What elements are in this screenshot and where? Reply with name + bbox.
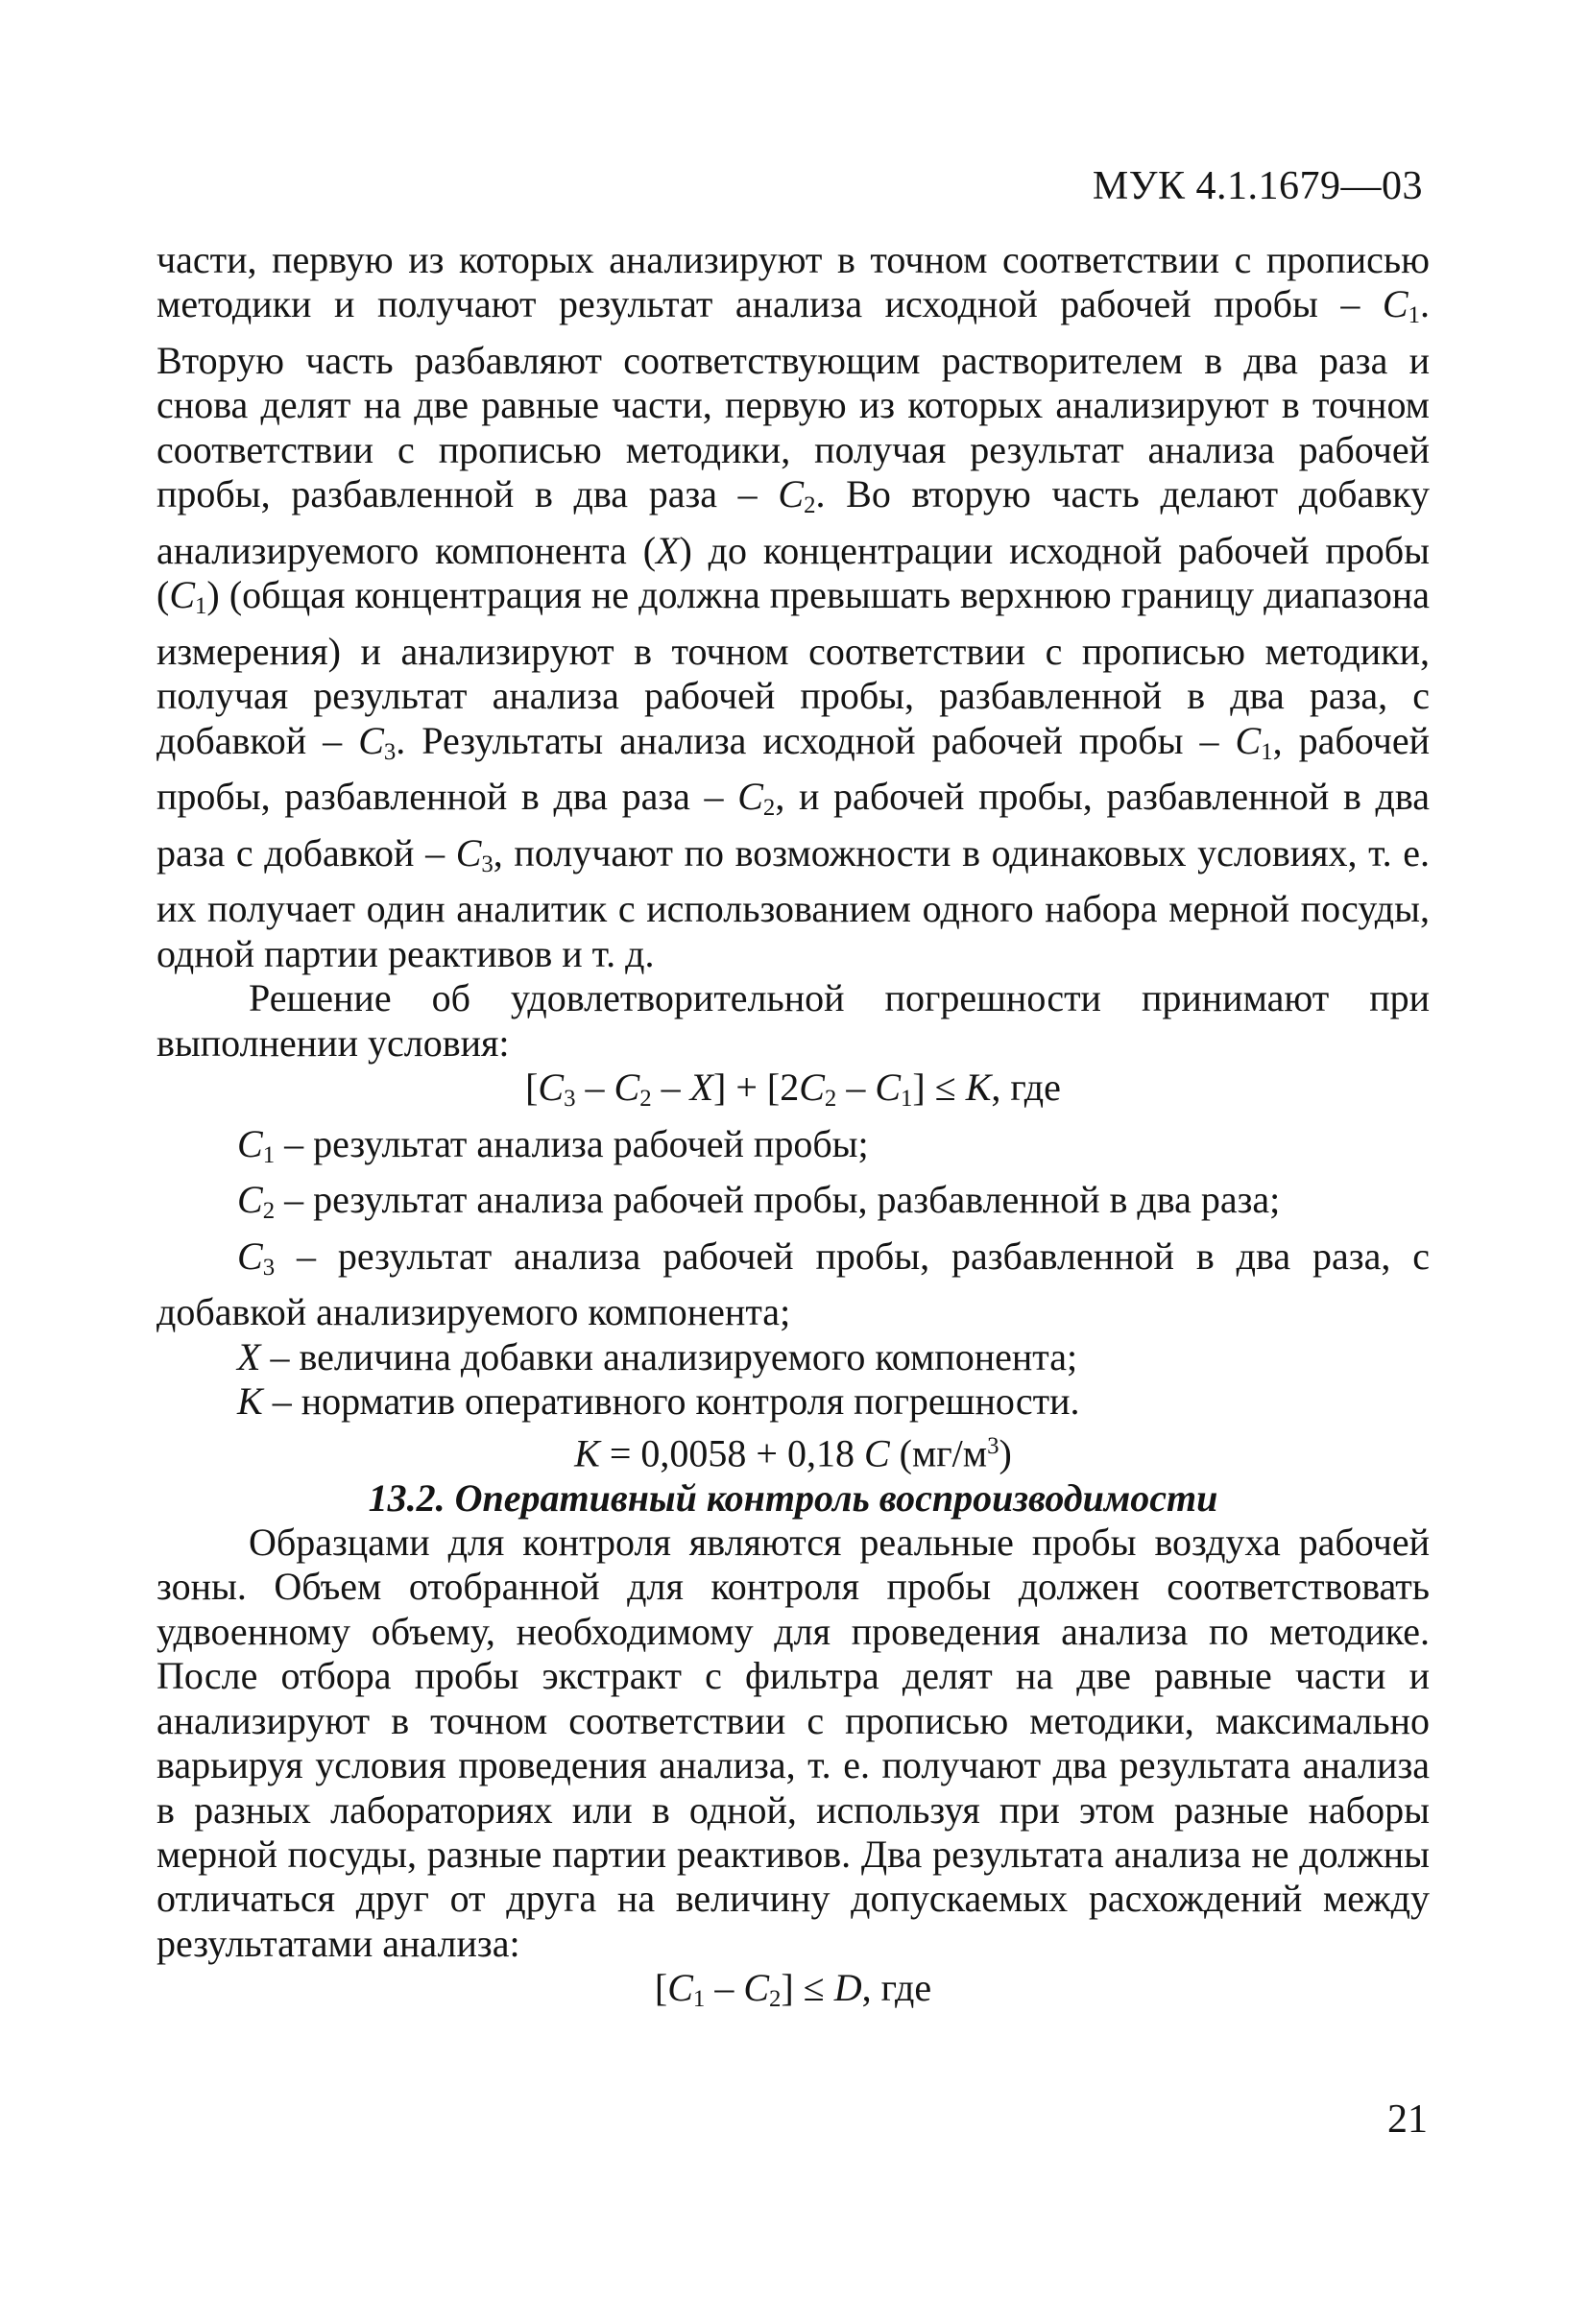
symbol-x: X: [237, 1334, 261, 1378]
symbol-c: C: [778, 472, 805, 516]
subscript: 1: [195, 593, 207, 620]
text-run: , где: [991, 1066, 1061, 1110]
formula-text: = 0,0058 + 0,18: [599, 1431, 864, 1475]
subscript: 1: [1408, 302, 1420, 329]
operator: ] ≤: [912, 1066, 966, 1110]
symbol-k: K: [965, 1066, 992, 1110]
formula-discrepancy: [156, 1966, 1430, 2023]
text-run: . Во вторую часть делают добавку анализируемого компонента (: [156, 472, 1430, 572]
subscript: 3: [383, 738, 397, 765]
symbol-c: C: [237, 1178, 263, 1222]
page-body: [156, 238, 1430, 2023]
symbol-k: K: [237, 1379, 263, 1424]
text-run: части, первую из которых анализируют в точном соответствии с прописью методики и получают результат анализа исходной рабочей пробы –: [156, 238, 1430, 326]
formula-k-norm: [156, 1425, 1430, 1476]
unit: (мг/м: [889, 1431, 988, 1475]
definition-text: – результат анализа рабочей пробы, разбавленной в два раза, с добавкой анализируемого компонента;: [156, 1234, 1430, 1334]
symbol-k: K: [574, 1431, 600, 1475]
subscript: 2: [769, 1986, 782, 2013]
subscript: 3: [262, 1255, 276, 1281]
text-run: , получают по возможности в одинаковых условиях, т. е. их получает один аналитик с использованием одного набора мерной посуды, одной партии реактивов и т. д.: [156, 830, 1431, 975]
symbol-c: C: [237, 1234, 263, 1278]
subscript: 1: [692, 1986, 706, 2013]
text-run: , рабочей пробы, разбавленной в два раза –: [156, 718, 1430, 819]
subscript: 1: [262, 1141, 276, 1168]
paragraph-decision: Решение об удовлетворительной погрешности принимают при выполнении условия:: [156, 976, 1430, 1065]
symbol-c: C: [538, 1066, 565, 1110]
subscript: 2: [639, 1086, 652, 1113]
symbol-c: C: [737, 775, 763, 819]
operator: –: [575, 1066, 614, 1110]
text-run: , где: [861, 1966, 932, 2010]
subscript: 2: [824, 1086, 837, 1113]
operator: ] + [2: [713, 1066, 800, 1110]
definition-x: [156, 1335, 1430, 1379]
subscript: 1: [1261, 738, 1273, 765]
definition-c3: [156, 1234, 1430, 1335]
subscript: 2: [262, 1198, 276, 1225]
subscript: 1: [901, 1086, 913, 1113]
symbol-c: C: [743, 1966, 769, 2010]
superscript: 3: [987, 1432, 999, 1459]
subscript: 2: [804, 492, 816, 519]
symbol-x: X: [689, 1066, 714, 1110]
symbol-c: C: [237, 1121, 263, 1165]
text-run: ) (общая концентрация не должна превышать верхнюю границу диапазона измерения) и анализируют в точном соответствии с прописью методики, получая результат анализа рабочей пробы, разбавленной в два раза, с добавкой –: [156, 573, 1430, 762]
bracket: [: [525, 1066, 539, 1110]
operator: –: [705, 1966, 744, 2010]
symbol-c: C: [1235, 718, 1262, 762]
page-number: 21: [1387, 2097, 1428, 2142]
subscript: 3: [564, 1086, 576, 1113]
symbol-c: C: [863, 1431, 890, 1475]
definition-c1: [156, 1122, 1430, 1179]
subscript: 2: [762, 795, 776, 822]
symbol-x: X: [656, 528, 680, 572]
paragraph-reproducibility: Образцами для контроля являются реальные пробы воздуха рабочей зоны. Объем отобранной для контроля пробы должен соответствовать удвоенному объему, необходимому для проведения анализа по методике. После отбора пробы экстракт с фильтра делят на две равные части и анализируют в точном соответствии с прописью методики, максимально варьируя условия проведения анализа, т. е. получают два результата анализа в разных лабораториях или в одной, используя при этом разные наборы мерной посуды, разные партии реактивов. Два результата анализа не должны отличаться друг от друга на величину допускаемых расхождений между результатами анализа:: [156, 1521, 1430, 1965]
symbol-c: C: [667, 1966, 693, 2010]
text-run: . Результаты анализа исходной рабочей пробы –: [396, 718, 1236, 762]
definition-k: [156, 1379, 1430, 1424]
text-run: ) до концентрации исходной рабочей пробы (: [156, 528, 1430, 617]
definition-text: – результат анализа рабочей пробы, разбавленной в два раза;: [275, 1178, 1281, 1222]
definition-text: – результат анализа рабочей пробы;: [275, 1121, 869, 1165]
definition-c2: [156, 1178, 1430, 1234]
operator: –: [836, 1066, 876, 1110]
unit: ): [999, 1431, 1012, 1475]
symbol-c: C: [1382, 282, 1408, 326]
symbol-c: C: [455, 830, 482, 874]
operator: ] ≤: [781, 1966, 834, 2010]
subscript: 3: [481, 851, 494, 877]
symbol-c: C: [799, 1066, 825, 1110]
symbol-c: C: [169, 573, 196, 617]
document-code-header: МУК 4.1.1679—03: [1092, 164, 1423, 208]
section-heading: 13.2. Оперативный контроль воспроизводимости: [368, 1475, 1218, 1520]
formula-error-check: [156, 1066, 1430, 1122]
operator: –: [651, 1066, 690, 1110]
symbol-c: C: [358, 718, 384, 762]
text-run: . Вторую часть разбавляют соответствующим растворителем в два раза и снова делят на две равные части, первую из которых анализируют в точном соответствии с прописью методики, получая результат анализа рабочей пробы, разбавленной в два раза –: [156, 282, 1430, 516]
bracket: [: [654, 1966, 668, 2010]
symbol-d: D: [833, 1966, 862, 2010]
paragraph-procedure: [156, 238, 1430, 976]
symbol-c: C: [614, 1066, 640, 1110]
text-run: , и рабочей пробы, разбавленной в два раза с добавкой –: [156, 775, 1430, 874]
definition-text: – норматив оперативного контроля погрешности.: [262, 1379, 1080, 1424]
definition-text: – величина добавки анализируемого компонента;: [260, 1334, 1078, 1378]
symbol-c: C: [875, 1066, 902, 1110]
